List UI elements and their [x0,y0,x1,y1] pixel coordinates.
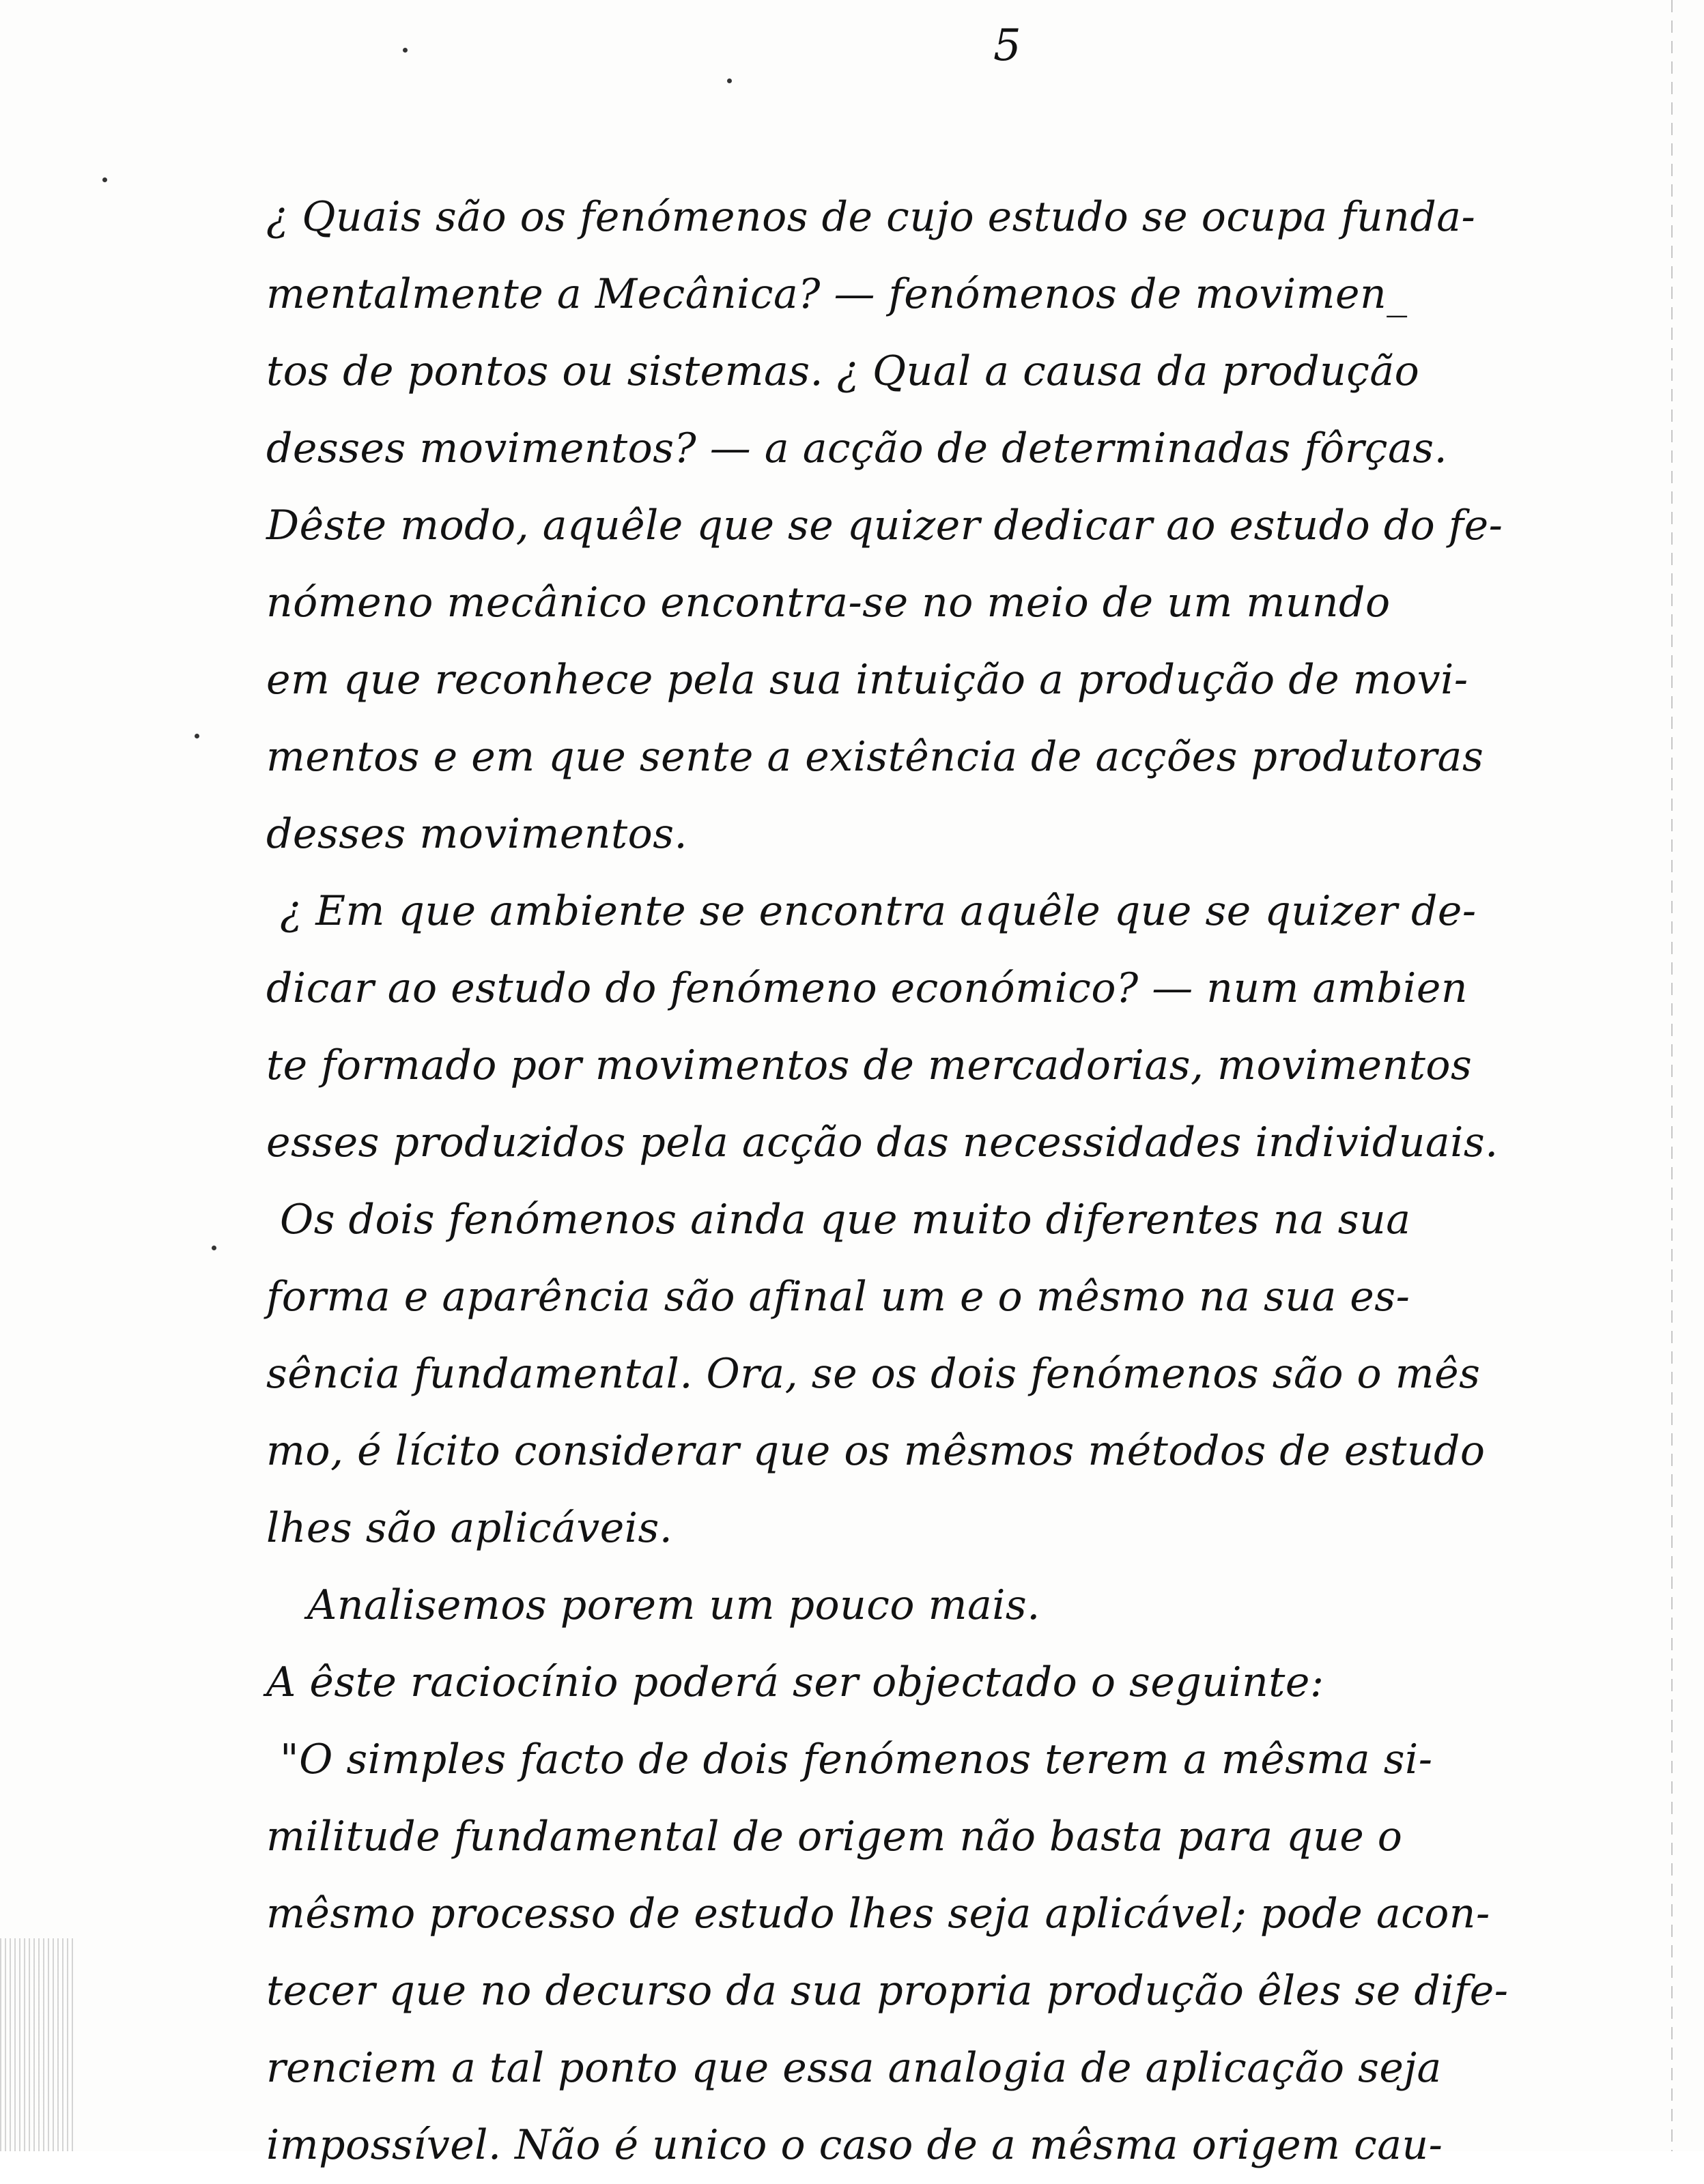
text-line: ¿ Quais são os fenómenos de cujo estudo se ocupa funda- [266,193,1476,241]
scan-speck [102,177,107,182]
text-line: Analisemos porem um pouco mais. [307,1581,1040,1629]
text-line: dicar ao estudo do fenómeno económico? — num ambien [266,964,1468,1012]
text-line: te formado por movimentos de mercadorias, movimentos [266,1041,1473,1089]
scan-edge-noise [0,1938,75,2151]
text-line: sência fundamental. Ora, se os dois fenómenos são o mês [266,1350,1481,1398]
text-line: tecer que no decurso da sua propria produção êles se dife- [266,1967,1509,2015]
text-line: impossível. Não é unico o caso de a mêsma origem cau- [266,2121,1443,2169]
scan-edge-line [1671,0,1673,2151]
text-line: em que reconhece pela sua intuição a produção de movi- [266,656,1468,704]
text-line: "O simples facto de dois fenómenos terem a mêsma si- [280,1736,1433,1783]
text-line: desses movimentos. [266,810,688,858]
scan-speck [727,78,732,83]
text-line: Os dois fenómenos ainda que muito diferentes na sua [280,1196,1411,1244]
handwritten-text-block [266,179,1659,2184]
scan-speck [403,48,408,53]
scan-speck [212,1246,216,1250]
text-line: renciem a tal ponto que essa analogia de aplicação seja [266,2044,1442,2092]
page-number: 5 [993,20,1021,71]
text-line: militude fundamental de origem não basta para que o [266,1813,1403,1860]
text-line: forma e aparência são afinal um e o mêsmo na sua es- [266,1273,1410,1321]
text-line: mo, é lícito considerar que os mêsmos métodos de estudo [266,1427,1486,1475]
text-line: mentos e em que sente a existência de acções produtoras [266,733,1484,781]
text-line: A êste raciocínio poderá ser objectado o seguinte: [266,1658,1324,1706]
text-line: nómeno mecânico encontra-se no meio de um mundo [266,579,1391,627]
text-line: lhes são aplicáveis. [266,1504,673,1552]
text-line: mentalmente a Mecânica? — fenómenos de movimen_ [266,270,1408,318]
text-line: esses produzidos pela acção das necessidades individuais. [266,1119,1499,1166]
scan-speck [195,734,199,738]
text-line: mêsmo processo de estudo lhes seja aplicável; pode acon- [266,1890,1490,1938]
text-line: Dêste modo, aquêle que se quizer dedicar ao estudo do fe- [266,502,1503,549]
text-line: ¿ Em que ambiente se encontra aquêle que se quizer de- [280,887,1477,935]
text-line: desses movimentos? — a acção de determinadas fôrças. [266,425,1448,472]
text-line: tos de pontos ou sistemas. ¿ Qual a causa da produção [266,347,1420,395]
